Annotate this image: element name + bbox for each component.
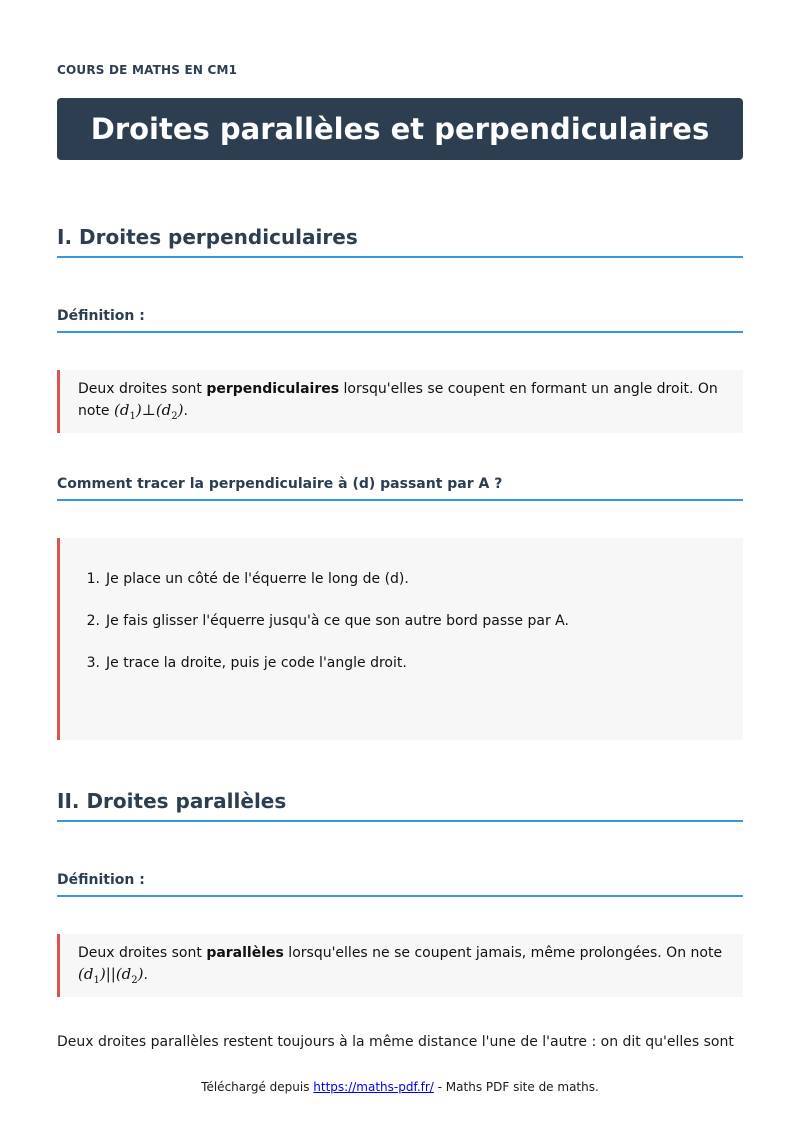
- list-item: 2. Je fais glisser l'équerre jusqu'à ce que son autre bord passe par A.: [86, 613, 569, 629]
- definition-box-perpendiculaires: [57, 370, 743, 433]
- footer: Téléchargé depuis https://maths-pdf.fr/ - Maths PDF site de maths.: [201, 1080, 599, 1094]
- definition-text-paralleles: Deux droites sont parallèles lorsqu'elles ne se coupent jamais, même prolongées. On note $(d_1)||(d_2)$.: [78, 945, 723, 986]
- list-item: 3. Je trace la droite, puis je code l'angle droit.: [86, 655, 407, 671]
- notation-parallel: $(d_1)||(d_2)$: [78, 965, 144, 986]
- section-title-perpendiculaires: I. Droites perpendiculaires: [57, 225, 743, 258]
- footer-link[interactable]: https://maths-pdf.fr/: [313, 1080, 434, 1094]
- title-banner: [57, 98, 743, 160]
- definition-heading-1: Définition :: [57, 308, 743, 333]
- notation-perpendicular: $(d_1)\perp(d_2)$: [114, 401, 184, 422]
- definition-box-paralleles: [57, 934, 743, 997]
- definition-text-perpendiculaires: Deux droites sont perpendiculaires lorsqu'elles se coupent en formant un angle droit. On note $(d_1)\perp(d_2)$.: [78, 381, 718, 422]
- course-label: COURS DE MATHS EN CM1: [57, 63, 238, 77]
- section-title-paralleles: II. Droites parallèles: [57, 789, 743, 822]
- term-perpendiculaires: perpendiculaires: [206, 381, 340, 397]
- list-item: 1. Je place un côté de l'équerre le long de (d).: [86, 571, 409, 587]
- definition-heading-2: Définition :: [57, 872, 743, 897]
- page-title: Droites parallèles et perpendiculaires: [90, 112, 710, 146]
- steps-box: [57, 538, 743, 740]
- steps-list: [78, 569, 725, 674]
- howto-heading: Comment tracer la perpendiculaire à (d) passant par A ?: [57, 476, 743, 501]
- body-paragraph: Deux droites parallèles restent toujours à la même distance l'une de l'autre : on dit qu'elles sont: [57, 1034, 734, 1050]
- term-paralleles: parallèles: [206, 945, 284, 961]
